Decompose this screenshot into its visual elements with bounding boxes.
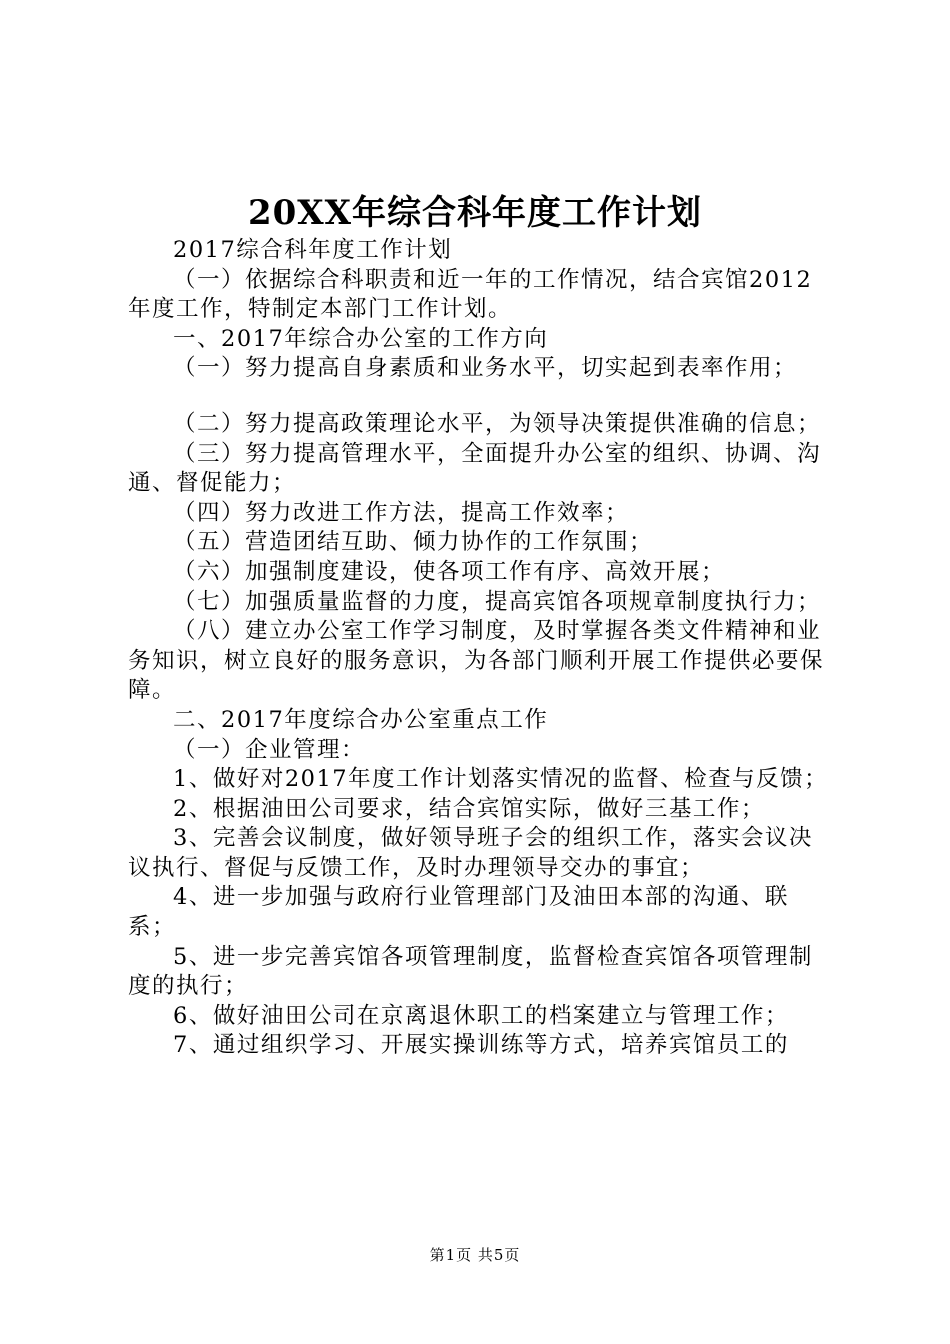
paragraph: （一）依据综合科职责和近一年的工作情况，结合宾馆2012年度工作，特制定本部门工作计划。: [128, 266, 813, 323]
document-body: [128, 236, 834, 1061]
paragraph: 2017综合科年度工作计划: [173, 237, 453, 263]
paragraph: 二、2017年度综合办公室重点工作: [173, 706, 549, 733]
paragraph: （八）建立办公室工作学习制度，及时掌握各类文件精神和业务知识，树立良好的服务意识，为各部门顺利开展工作提供必要保障。: [128, 618, 825, 704]
paragraph: 4、进一步加强与政府行业管理部门及油田本部的沟通、联系；: [128, 884, 789, 941]
page-footer: 第1页 共5页: [429, 1246, 521, 1264]
paragraph: （一）努力提高自身素质和业务水平，切实起到表率作用；: [173, 355, 798, 382]
paragraph: 1、做好对2017年度工作计划落实情况的监督、检查与反馈；: [173, 766, 829, 793]
paragraph: 5、进一步完善宾馆各项管理制度，监督检查宾馆各项管理制度的执行；: [128, 943, 813, 1000]
paragraph: 7、通过组织学习、开展实操训练等方式，培养宾馆员工的: [173, 1032, 789, 1059]
paragraph: 3、完善会议制度，做好领导班子会的组织工作，落实会议决议执行、督促与反馈工作，及时办理领导交办的事宜；: [128, 825, 813, 881]
paragraph: 2、根据油田公司要求，结合宾馆实际，做好三基工作；: [173, 795, 765, 822]
paragraph: （五）营造团结互助、倾力协作的工作氛围；: [173, 529, 654, 556]
paragraph: 一、2017年综合办公室的工作方向: [173, 325, 549, 352]
paragraph: （七）加强质量监督的力度，提高宾馆各项规章制度执行力；: [173, 588, 822, 615]
document-title: 20XX年综合科年度工作计划: [247, 193, 703, 233]
paragraph: （一）企业管理：: [173, 736, 366, 763]
paragraph: 6、做好油田公司在京离退休职工的档案建立与管理工作；: [173, 1002, 789, 1029]
paragraph: （二）努力提高政策理论水平，为领导决策提供准确的信息；: [173, 410, 822, 437]
paragraph: （六）加强制度建设，使各项工作有序、高效开展；: [173, 558, 726, 585]
paragraph: （三）努力提高管理水平，全面提升办公室的组织、协调、沟通、督促能力；: [128, 440, 822, 497]
paragraph: （四）努力改进工作方法，提高工作效率；: [173, 499, 630, 526]
